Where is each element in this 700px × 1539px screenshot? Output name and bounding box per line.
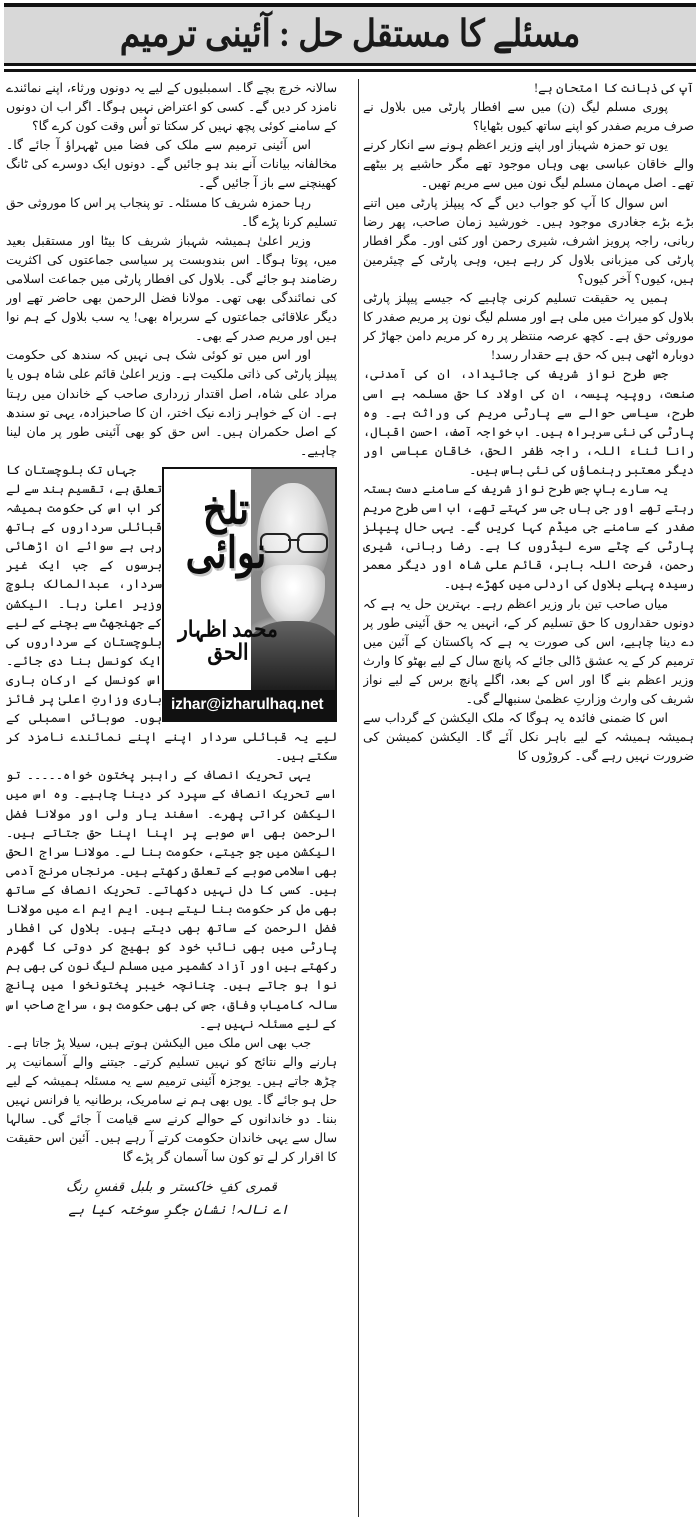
author-email[interactable]: izhar@izharulhaq.net (164, 690, 335, 720)
paragraph: یہ سارے باپ جس طرح نواز شریف کے سامنے دست بستہ رہتے تھے اور جی ہاں جی سر کہتے تھے، اب اسی طرح مریم صفدر کے سامنے جی میڈم کہا کریں گے۔ یہی حال پیپلز پارٹی کے چٹے سرے لیڈروں کا ہے۔ رضا ربانی، شیری رحمن، فرحت اللہ بابر، قائم علی شاہ اور دیگر معمر رسیدہ پہلے بلاول کی اردلی میں کھڑے ہیں۔ (363, 481, 694, 592)
paragraph: جب بھی اس ملک میں الیکشن ہوتے ہیں، سیلا پڑ جاتا ہے۔ ہارنے والے نتائج کو نہیں تسلیم کرتے۔ جیتنے والے آسمانیت پر چڑھ جاتے ہیں۔ یوجزہ آئینی ترمیم سے یہ مسئلہ ہمیشہ کے لیے حل ہو جائے گا۔ یوں بھی ہم نے سامریک، برطانیہ یا فرانس نہیں بننا۔ دو خاندانوں کے حوالے کرنے سے قیامت آ جائے گی۔ سالہا سال سے یہی خاندان حکومت کرتے آ رہے ہیں۔ آئین اس حقیقت کا اقرار کر لے تو کون سا آسمان گر پڑے گا (6, 1035, 337, 1165)
author-name: محمد اظہار الحق (178, 617, 278, 665)
headline-bottom-rule (4, 69, 696, 72)
paragraph: میاں صاحب تین بار وزیر اعظم رہے۔ بہترین حل یہ ہے کہ دونوں حقداروں کا حق تسلیم کر کے، انہیں یہ حق آئینی طور پر دے دینا چاہیے، اس کی صورت یہ ہے کہ پاکستان کے آئین میں ترمیم کر کے یہ عشق ڈالی جائے کہ پانچ سال کے لیے بھٹو کا وارث وزیر اعظم بنے گا اور اس کے بعد، اگلے پانچ برس کے لیے نواز شریف کی وارث وزارتِ عظمیٰ سنبھالے گی۔ (363, 596, 694, 706)
paragraph: یہی تحریک انصاف کے راہبر پختون خواہ۔۔۔۔۔ تو اسے تحریک انصاف کے سپرد کر دینا چاہیے۔ وہ اس میں الیکشن کراتی پھرے۔ اسفند یار ولی اور مولانا فضل الرحمن بھی اس صوبے پر اپنا اپنا حق جتاتے ہیں۔ الیکشن میں جو جیتے، حکومت بنا لے۔ مولانا سراج الحق بھی اسلامی صوبے کے تعلق رکھتے ہیں۔ مرنجاں مرنج آدمی ہیں۔ کسی کا دل نہیں دکھاتے۔ تحریک انصاف کے ساتھ بھی مل کر حکومت بنا لیتے ہیں۔ ایم ایم اے میں مولانا فضل الرحمن کے ساتھ بھی دیتے ہیں۔ بلاول کی افطار پارٹی میں بھی نائب خود کو بھیج کر دوتی کا گھرم رکھتے ہیں اور آزاد کشمیر میں مسلم لیگ نون کی بھی ہم نوا ہو جاتے ہیں۔ چنانچہ خیبر پختونخوا میں پانچ سالہ کامیاب وفاق، جس کی بھی حکومت ہو، سراج صاحب اس کے لیے مسئلہ نہیں ہے۔ (6, 768, 337, 1031)
paragraph: وزیر اعلیٰ ہمیشہ شہباز شریف کا بیٹا اور مستقبل بعید میں، پوتا ہوگا۔ اس بندوبست پر سیاسی جماعتوں کی اکثریت رضامند ہو جائے گی۔ بلاول کی افطار پارٹی میں جماعت اسلامی کی نمائندگی بھی تھی۔ مولانا فضل الرحمن بھی حاضر تھے اور دیگر علاقائی جماعتوں کے سربراہ بھی! یہ سب بلاول کے ہم نوا ہیں اور مریم صدر کے بھی۔ (6, 233, 337, 344)
column-right (363, 79, 694, 1517)
paragraph: اس آئینی ترمیم سے ملک کی فضا میں ٹھہراؤ آ جائے گا۔ مخالفانہ بیانات آنے بند ہو جائیں گے۔ دونوں ایک دوسرے کی ٹانگ کھینچنے سے باز آ جائیں گے۔ (6, 138, 337, 191)
paragraph: جہاں تک بلوچستان کا تعلق ہے، تقسیم ہند سے لے کر اب اس کی حکومت ہمیشہ قبائلی سرداروں کے ہاتھ رہی ہے سوائے ان اڑھائی برسوں کے جب ایک غیر سردار، عبدالمالک بلوچ وزیر اعلیٰ رہا۔ الیکشن کے جھنجھٹ سے بچنے کے لیے بلوچستان کے سرداروں کی ایک کونسل بنا دی جائے۔ اس کونسل کے ارکان باری باری وزارتِ اعلیٰ پر فائز ہوں۔ صوبائی اسمبلی کے لیے یہ قبائلی سردار اپنے اپنے نمائندے نامزد کر سکتے ہیں۔ (6, 462, 337, 764)
paragraph: سالانہ خرچ بچے گا۔ اسمبلیوں کے لیے یہ دونوں ورثاء، اپنے نمائندے نامزد کر دیں گے۔ کسی کو اعتراض نہیں ہوگا۔ اگر اب ان دونوں کے سامنے کوئی پچھ نہیں کر سکتا تو اُس وقت کون کرے گا؟ (6, 81, 337, 134)
paragraph: رہا حمزہ شریف کا مسئلہ۔ تو پنجاب پر اس کا موروثی حق تسلیم کرنا پڑے گا۔ (6, 195, 337, 229)
article-body (6, 79, 694, 1519)
author-byline-box (162, 467, 337, 722)
poetry-line-1: قمری کفِ خاکستر و بلبل قفسِ رنگ (66, 1179, 277, 1195)
page-title: مسئلے کا مستقل حل : آئینی ترمیم (119, 14, 581, 55)
column-left (6, 79, 337, 1517)
paragraph: جس طرح نواز شریف کی جائیداد، ان کی آمدنی، صنعت، روپیہ پیسہ، ان کی اولاد کا حق مسلمہ ہے اسی طرح، سیاسی حوالے سے پارٹی مریم کی وراثت ہے۔ وہ پارٹی کی نئی سربراہ ہیں۔ اب خواجہ آصف، احسن اقبال، رانا ثناء اللہ، راجہ ظفر الحق، خاقان عباسی اور دیگر معتبر رہنماؤں کی نئی باس ہیں۔ (363, 367, 694, 477)
column-divider (358, 79, 359, 1517)
paragraph: یوں تو حمزہ شہباز اور اپنے وزیر اعظم ہونے سے انکار کرنے والے خاقان عباسی بھی وہاں موجود تھے مگر حاشیے پر بیٹھے تھے۔ اصل مہمان مسلم لیگ نون میں سے مریم تھیں۔ (363, 138, 694, 191)
paragraph: اس سوال کا آپ کو جواب دیں گے کہ پیپلز پارٹی میں اتنے بڑے بڑے جغادری موجود ہیں۔ خورشید زمان صاحب، پھر رضا ربانی، راجہ پرویز اشرف، شیری رحمن اور کئی اور۔ مگر افطار پارٹی کی میزبانی بلاول کر رہے ہیں، وہی پارٹی کے چیئرمین ہیں، کیوں؟ آخر کیوں؟ (363, 195, 694, 286)
column-brand-title: تلخ نوائی (185, 485, 267, 578)
paragraph: اور اس میں تو کوئی شک ہی نہیں کہ سندھ کی حکومت پیپلز پارٹی کی ذاتی ملکیت ہے۔ وزیر اعلیٰ قائم علی شاہ ہوں یا مراد علی شاہ، اصل اقتدار زرداری صاحب کے خاندان میں رہتا ہے۔ ان کے خواہر زادے نیک اختر، ان کا صاحبزادہ، یہی تو سندھ کے اصل حکمران ہیں۔ اس حق کو بھی آئینی طور پر مان لینا چاہیے۔ (6, 348, 337, 458)
paragraph: پوری مسلم لیگ (ن) میں سے افطار پارٹی میں بلاول نے صرف مریم صفدر کو اپنے ساتھ کیوں بٹھایا؟ (363, 100, 694, 134)
poetry-couplet (6, 1175, 337, 1221)
paragraph: اس کا ضمنی فائدہ یہ ہوگا کہ ملک الیکشن کے گرداب سے ہمیشہ ہمیشہ کے لیے باہر نکل آئے گا۔ الیکشن کمیشن کی ضرورت نہیں رہے گی۔ کروڑوں کا (363, 711, 694, 764)
headline-banner (4, 4, 696, 66)
poetry-line-2: اے نالہ! نشانِ جگرِ سوختہ کیا ہے (68, 1202, 289, 1218)
paragraph: آپ کی ذہانت کا امتحان ہے! (533, 81, 694, 95)
paragraph: ہمیں یہ حقیقت تسلیم کرنی چاہیے کہ جیسے پیپلز پارٹی بلاول کو میراث میں ملی ہے اور مسلم لیگ نون پر مریم صفدر کا موروثی حق ہے۔ کچھ عرصہ منتظر پر رہ کر مریم دامن جھاڑ کر دوبارہ اٹھی ہیں کہ حق ہے حقدار رسد! (363, 291, 694, 363)
